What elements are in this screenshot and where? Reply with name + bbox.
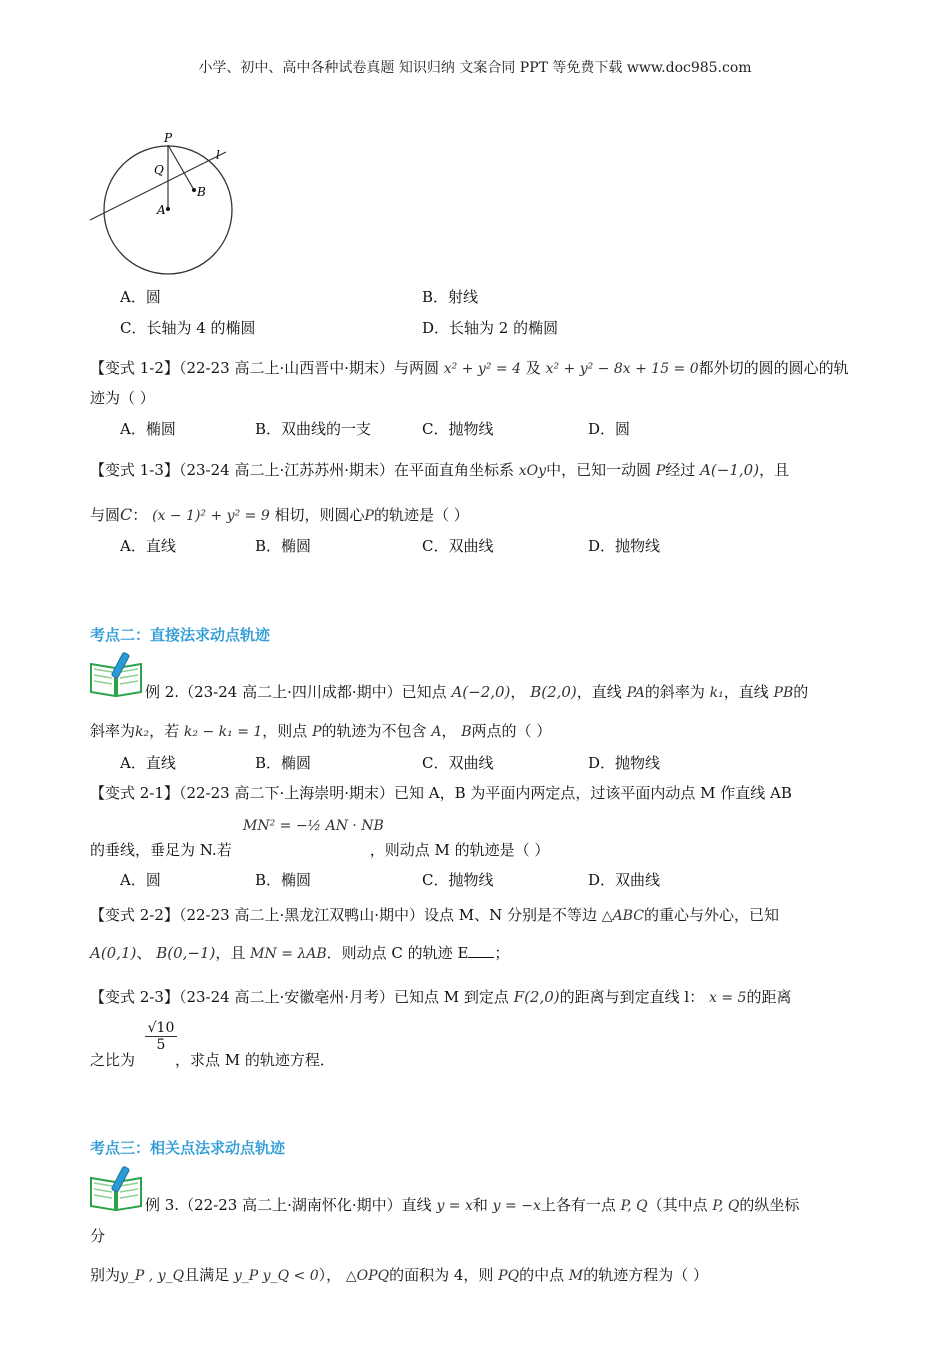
variant-1-3-line2: 与圆C： (x − 1)² + y² = 9 相切，则圆心P的轨迹是（ ） [90, 505, 469, 524]
page-header: 小学、初中、高中各种试卷真题 知识归纳 文案合同 PPT 等免费下载 www.doc985.com [198, 60, 752, 76]
label-B: B [197, 185, 206, 199]
ex2-option-a[interactable]: A．直线 [120, 754, 176, 772]
v13-option-d[interactable]: D．抛物线 [588, 537, 661, 555]
prev-option-c[interactable]: C．长轴为 4 的椭圆 [120, 319, 256, 337]
v21-option-d[interactable]: D．双曲线 [588, 871, 661, 889]
book-icon [88, 652, 144, 698]
prev-option-d[interactable]: D．长轴为 2 的椭圆 [422, 319, 559, 337]
variant-2-3-line2: 之比为 ，求点 M 的轨迹方程． [90, 1051, 335, 1069]
book-icon [88, 1166, 144, 1212]
example-label: 例 2. [145, 683, 180, 701]
ex2-option-c[interactable]: C．双曲线 [422, 754, 494, 772]
label-A: A [157, 203, 166, 217]
v13-option-a[interactable]: A．直线 [120, 537, 176, 555]
example-3-line2: 分 [90, 1227, 106, 1245]
v12-option-c[interactable]: C．抛物线 [422, 420, 494, 438]
variant-2-2-line2: A(0,1)、 B(0,−1)，且 MN = λAB．则动点 C 的轨迹 E ； [90, 944, 510, 962]
example-2-line1: 例 2.（23-24 高二上·四川成都·期中）已知点 A(−2,0)， B(2,0)，直线 PA的斜率为 k₁，直线 PB的 [145, 683, 809, 701]
example-label: 例 3. [145, 1196, 180, 1214]
example-3-line3: 别为y_P , y_Q且满足 y_P y_Q < 0）， △OPQ的面积为 4，则 PQ的中点 M的轨迹方程为（ ） [90, 1266, 708, 1284]
variant-2-2-line1: 【变式 2-2】（22-23 高二上·黑龙江双鸭山·期中）设点 M、N 分别是不等边 △ABC的重心与外心，已知 [90, 906, 779, 924]
segment-PB [168, 145, 194, 190]
variant-tag: 【变式 2-1】 [90, 784, 179, 802]
math-eq2: x² + y² − 8x + 15 = 0 [545, 361, 699, 377]
variant-tag: 【变式 2-2】 [90, 906, 179, 924]
section-title-2: 考点二：直接法求动点轨迹 [90, 626, 271, 644]
variant-1-2-line2: 迹为（ ） [90, 389, 155, 407]
v12-option-d[interactable]: D．圆 [588, 420, 631, 438]
variant-1-2-line1: 【变式 1-2】（22-23 高二上·山西晋中·期末）与两圆 x² + y² = 4 及 x² + y² − 8x + 15 = 0都外切的圆的圆心的轨 [90, 359, 849, 377]
ex2-option-b[interactable]: B．椭圆 [255, 754, 312, 772]
variant-2-1-line1: 【变式 2-1】（22-23 高二下·上海崇明·期末）已知 A，B 为平面内两定点，过该平面内动点 M 作直线 AB [90, 784, 792, 802]
point-A [166, 207, 170, 211]
variant-2-1-line2: 的垂线，垂足为 N.若 ，则动点 M 的轨迹是（ ） [90, 841, 550, 859]
v13-option-c[interactable]: C．双曲线 [422, 537, 494, 555]
example-2-line2: 斜率为k₂，若 k₂ − k₁ = 1，则点 P的轨迹为不包含 A， B两点的（ ） [90, 722, 552, 740]
variant-tag: 【变式 2-3】 [90, 988, 179, 1006]
variant-tag: 【变式 1-2】 [90, 359, 179, 377]
label-l: l [216, 148, 220, 162]
point-B [192, 188, 196, 192]
label-P: P [164, 131, 173, 145]
fraction-sqrt10-over-5: √10 5 [145, 1020, 177, 1053]
prev-option-b[interactable]: B．射线 [422, 288, 479, 306]
section-title-3: 考点三：相关点法求动点轨迹 [90, 1139, 286, 1157]
variant-1-3-line1: 【变式 1-3】（23-24 高二上·江苏苏州·期末）在平面直角坐标系 xOy中，已知一动圆 P经过 A(−1,0)，且 [90, 461, 790, 479]
label-Q: Q [154, 163, 164, 177]
geometry-figure [86, 130, 246, 280]
v21-option-c[interactable]: C．抛物线 [422, 871, 494, 889]
v21-option-b[interactable]: B．椭圆 [255, 871, 312, 889]
v13-option-b[interactable]: B．椭圆 [255, 537, 312, 555]
v21-option-a[interactable]: A．圆 [120, 871, 161, 889]
answer-blank[interactable] [468, 943, 494, 958]
variant-2-3-line1: 【变式 2-3】（23-24 高二上·安徽亳州·月考）已知点 M 到定点 F(2,0)的距离与到定直线 l： x = 5的距离 [90, 988, 792, 1006]
math-mn-equation: MN² = −½ AN · NB [243, 818, 384, 834]
variant-tag: 【变式 1-3】 [90, 461, 179, 479]
v12-option-b[interactable]: B．双曲线的一支 [255, 420, 372, 438]
example-3-line1: 例 3.（22-23 高二上·湖南怀化·期中）直线 y = x和 y = −x上各有一点 P, Q（其中点 P, Q的纵坐标 [145, 1196, 800, 1214]
ex2-option-d[interactable]: D．抛物线 [588, 754, 661, 772]
v12-option-a[interactable]: A．椭圆 [120, 420, 176, 438]
math-eq1: x² + y² = 4 [443, 361, 521, 377]
prev-option-a[interactable]: A．圆 [120, 288, 161, 306]
